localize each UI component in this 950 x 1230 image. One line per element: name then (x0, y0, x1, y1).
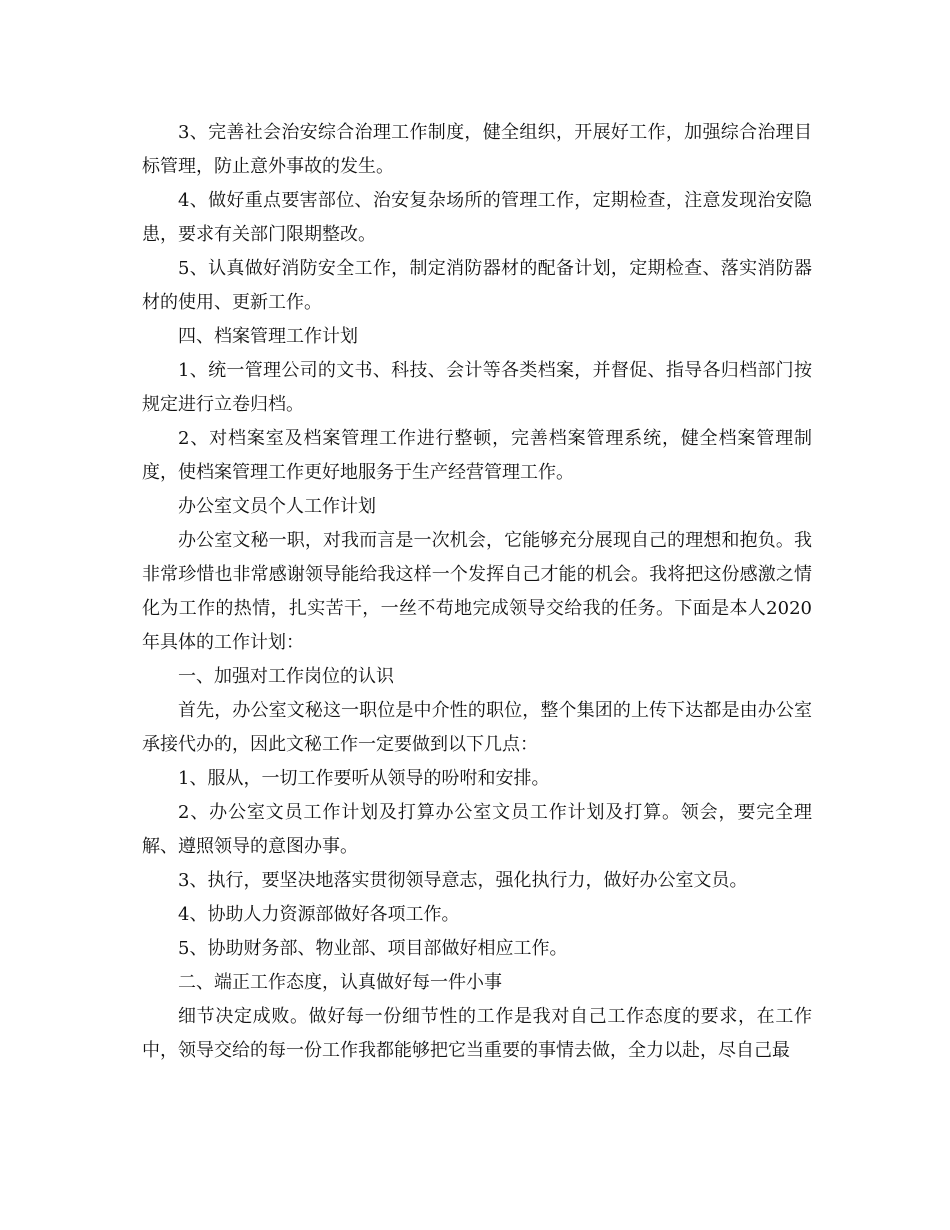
paragraph-archives-2: 2、对档案室及档案管理工作进行整顿，完善档案管理系统，健全档案管理制度，使档案管理工作更好地服务于生产经营管理工作。 (142, 428, 812, 483)
list-item-2: 2、办公室文员工作计划及打算办公室文员工作计划及打算。领会，要完全理解、遵照领导的意图办事。 (142, 802, 812, 857)
paragraph-role-overview: 首先，办公室文秘这一职位是中介性的职位，整个集团的上传下达都是由办公室承接代办的，因此文秘工作一定要做到以下几点： (142, 700, 812, 755)
paragraph-security-5: 5、认真做好消防安全工作，制定消防器材的配备计划，定期检查、落实消防器材的使用、更新工作。 (142, 258, 812, 313)
list-item-1: 1、服从，一切工作要听从领导的吩咐和安排。 (178, 768, 550, 789)
title-personal-plan: 办公室文员个人工作计划 (178, 496, 376, 517)
document-body (142, 116, 812, 1068)
section-heading-1: 一、加强对工作岗位的认识 (178, 666, 394, 687)
paragraph-details: 细节决定成败。做好每一份细节性的工作是我对自己工作态度的要求，在工作中，领导交给的每一份工作我都能够把它当重要的事情去做，全力以赴，尽自己最 (142, 1006, 812, 1061)
list-item-3: 3、执行，要坚决地落实贯彻领导意志，强化执行力，做好办公室文员。 (178, 870, 748, 891)
paragraph-security-3: 3、完善社会治安综合治理工作制度，健全组织，开展好工作，加强综合治理目标管理，防止意外事故的发生。 (142, 122, 812, 177)
list-item-4: 4、协助人力资源部做好各项工作。 (178, 904, 460, 925)
section-heading-2: 二、端正工作态度，认真做好每一件小事 (178, 972, 502, 993)
paragraph-security-4: 4、做好重点要害部位、治安复杂场所的管理工作，定期检查，注意发现治安隐患，要求有关部门限期整改。 (142, 190, 812, 245)
section-heading-archives: 四、档案管理工作计划 (178, 326, 358, 347)
list-item-5: 5、协助财务部、物业部、项目部做好相应工作。 (178, 938, 568, 959)
paragraph-archives-1: 1、统一管理公司的文书、科技、会计等各类档案，并督促、指导各归档部门按规定进行立卷归档。 (142, 360, 812, 415)
paragraph-intro: 办公室文秘一职，对我而言是一次机会，它能够充分展现自己的理想和抱负。我非常珍惜也非常感谢领导能给我这样一个发挥自己才能的机会。我将把这份感激之情化为工作的热情，扎实苦干，一丝不苟地完成领导交给我的任务。下面是本人2020年具体的工作计划： (142, 530, 812, 653)
